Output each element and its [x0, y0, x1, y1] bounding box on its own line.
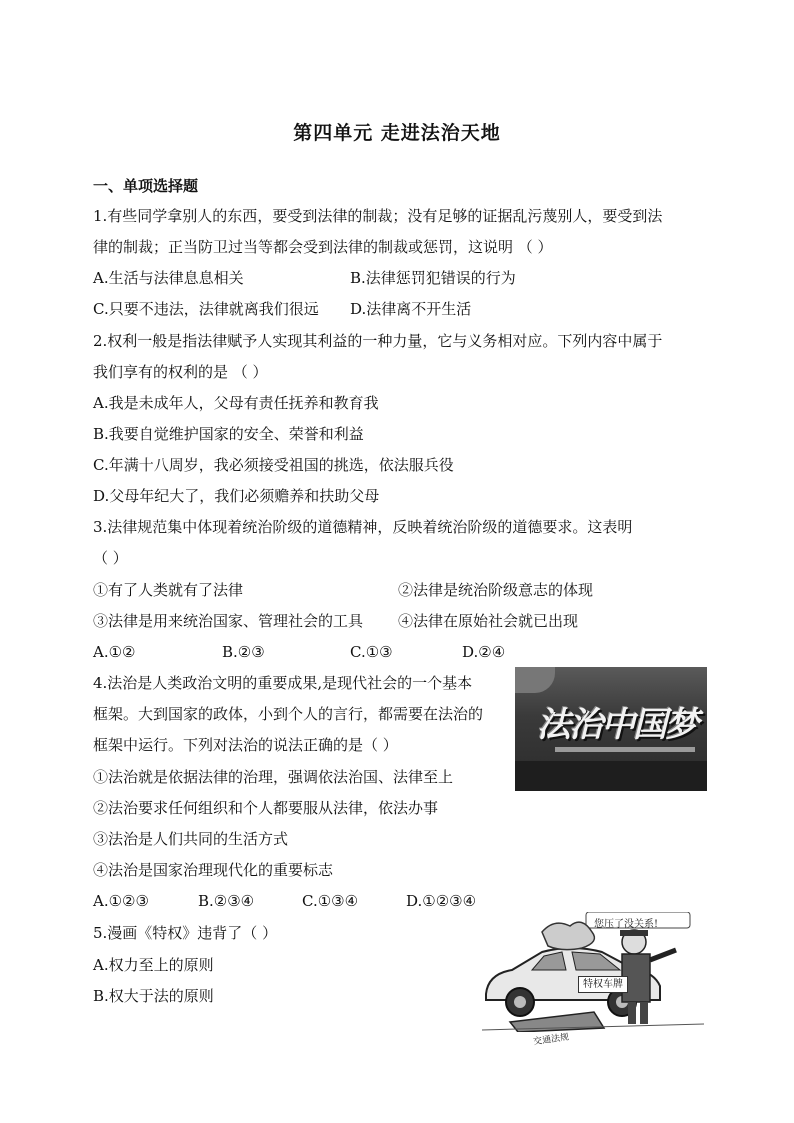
q1-option-b: B.法律惩罚犯错误的行为 [350, 269, 516, 287]
q4-option-c: C.①③④ [302, 892, 359, 910]
q2-stem-line1: 2.权利一般是指法律赋予人实现其利益的一种力量，它与义务相对应。下列内容中属于 [93, 332, 663, 350]
q3-statement-1: ①有了人类就有了法律 [93, 581, 244, 599]
q4-stem-line1: 4.法治是人类政治文明的重要成果,是现代社会的一个基本 [93, 674, 473, 692]
page-title: 第四单元 走进法治天地 [293, 122, 501, 144]
q4-statement-4: ④法治是国家治理现代化的重要标志 [93, 861, 334, 879]
poster-title: 法治中国梦 [537, 705, 697, 745]
q4-stem-line3: 框架中运行。下列对法治的说法正确的是（ ） [93, 736, 398, 754]
q2-stem-line2: 我们享有的权利的是 （ ） [93, 363, 268, 381]
section-heading: 一、单项选择题 [93, 177, 199, 195]
q5-option-b: B.权大于法的原则 [93, 987, 214, 1005]
q3-statement-3: ③法律是用来统治国家、管理社会的工具 [93, 612, 364, 630]
q2-option-a: A.我是未成年人，父母有责任抚养和教育我 [93, 394, 379, 412]
q4-option-a: A.①②③ [93, 892, 149, 910]
q3-option-b: B.②③ [222, 643, 265, 661]
q4-statement-2: ②法治要求任何组织和个人都要服从法律，依法办事 [93, 799, 439, 817]
privilege-cartoon-image [482, 912, 704, 1032]
cartoon-speech-bubble: 您压了没关系! [594, 919, 659, 930]
q5-option-a: A.权力至上的原则 [93, 956, 214, 974]
flag-graphic [515, 667, 555, 693]
q2-option-d: D.父母年纪大了，我们必须赡养和扶助父母 [93, 487, 380, 505]
q1-stem-line2: 律的制裁；正当防卫过当等都会受到法律的制裁或惩罚，这说明 （ ） [93, 238, 553, 256]
q1-stem-line1: 1.有些同学拿别人的东西，要受到法律的制裁；没有足够的证据乱污蔑别人，要受到法 [93, 207, 663, 225]
poster-skyline [515, 761, 707, 791]
q4-option-d: D.①②③④ [406, 892, 477, 910]
q4-statement-3: ③法治是人们共同的生活方式 [93, 830, 289, 848]
q3-option-c: C.①③ [350, 643, 393, 661]
q1-option-d: D.法律离不开生活 [350, 300, 472, 318]
q4-option-b: B.②③④ [198, 892, 255, 910]
q3-stem-line2: （ ） [93, 549, 128, 567]
q2-option-b: B.我要自觉维护国家的安全、荣誉和利益 [93, 425, 364, 443]
q3-option-a: A.①② [93, 643, 136, 661]
q1-option-c: C.只要不违法，法律就离我们很远 [93, 300, 319, 318]
poster-subtitle-bar [555, 747, 695, 752]
q4-statement-1: ①法治就是依据法律的治理，强调依法治国、法律至上 [93, 768, 454, 786]
traffic-law-book-label: 交通法规 [532, 1032, 570, 1048]
q5-stem: 5.漫画《特权》违背了（ ） [93, 924, 278, 942]
q3-statement-2: ②法律是统治阶级意志的体现 [398, 581, 594, 599]
q3-statement-4: ④法律在原始社会就已出现 [398, 612, 579, 630]
q3-stem-line1: 3.法律规范集中体现着统治阶级的道德精神，反映着统治阶级的道德要求。这表明 [93, 518, 633, 536]
rule-of-law-poster-image [515, 667, 707, 791]
q1-option-a: A.生活与法律息息相关 [93, 269, 244, 287]
q2-option-c: C.年满十八周岁，我必须接受祖国的挑选，依法服兵役 [93, 456, 454, 474]
privilege-plate-label: 特权车牌 [578, 976, 628, 993]
q4-stem-line2: 框架。大到国家的政体，小到个人的言行，都需要在法治的 [93, 705, 484, 723]
q3-option-d: D.②④ [462, 643, 506, 661]
